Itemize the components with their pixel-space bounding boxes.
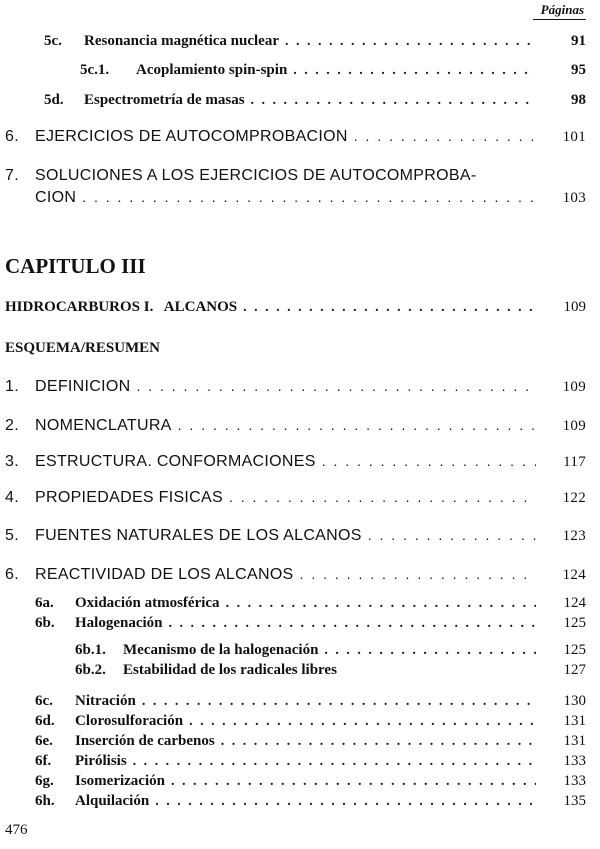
entry-page: 122	[562, 490, 586, 506]
toc-entry-6h[interactable]	[35, 793, 586, 810]
leader-dots	[324, 643, 536, 659]
entry-number: 2.	[5, 417, 19, 434]
entry-page: 98	[571, 92, 586, 108]
entry-page: 133	[563, 773, 586, 789]
toc-main-1[interactable]	[5, 378, 586, 396]
page-number: 476	[5, 822, 28, 838]
entry-page: 127	[563, 662, 586, 678]
leader-dots	[322, 453, 536, 469]
leader-dots	[169, 616, 536, 632]
toc-main-4[interactable]	[5, 489, 586, 507]
leader-dots	[285, 34, 536, 50]
chapter-heading: CAPITULO III	[5, 254, 146, 278]
section-number: 7.	[5, 167, 19, 184]
toc-entry-6b1[interactable]	[75, 642, 586, 659]
entry-page: 125	[563, 615, 586, 631]
entry-title: Pirólisis	[75, 753, 127, 769]
leader-dots	[82, 189, 536, 205]
toc-section-7-line2[interactable]	[35, 189, 586, 207]
leader-dots	[189, 714, 536, 730]
entry-page: 123	[562, 528, 586, 544]
entry-number: 6e.	[35, 733, 53, 749]
leader-dots	[136, 378, 536, 394]
toc-entry-6g[interactable]	[35, 773, 586, 790]
entry-number: 6f.	[35, 753, 52, 769]
leader-dots	[178, 417, 536, 433]
section-page: 101	[562, 129, 586, 145]
entry-number: 3.	[5, 453, 19, 470]
entry-title: PROPIEDADES FISICAS	[35, 489, 223, 506]
entry-number: 6.	[5, 566, 19, 583]
leader-dots	[293, 63, 536, 79]
toc-entry-5c[interactable]	[44, 33, 586, 50]
entry-number: 6g.	[35, 773, 54, 789]
entry-number: 6a.	[35, 595, 54, 611]
leader-dots	[221, 734, 536, 750]
entry-page: 131	[563, 733, 586, 749]
toc-main-6[interactable]	[5, 566, 586, 584]
section-title-line2: CION	[35, 189, 77, 206]
entry-title: Isomerización	[75, 773, 165, 789]
entry-page: 124	[562, 567, 586, 583]
entry-title: Oxidación atmosférica	[75, 595, 220, 611]
entry-number: 5.	[5, 527, 19, 544]
entry-number: 6b.	[35, 615, 55, 631]
toc-entry-6b[interactable]	[35, 615, 586, 632]
entry-page: 109	[562, 418, 586, 434]
entry-number: 6b.2.	[75, 662, 106, 678]
entry-page: 131	[563, 713, 586, 729]
entry-title: DEFINICION	[35, 378, 131, 395]
entry-number: 6h.	[35, 793, 55, 809]
chapter-title: HIDROCARBUROS I. ALCANOS	[5, 299, 238, 315]
entry-page: 95	[571, 62, 586, 78]
leader-dots	[171, 774, 536, 790]
entry-title: Resonancia magnética nuclear	[84, 33, 279, 49]
toc-entry-6f[interactable]	[35, 753, 586, 770]
toc-main-5[interactable]	[5, 527, 586, 545]
entry-title: FUENTES NATURALES DE LOS ALCANOS	[35, 527, 362, 544]
toc-entry-6a[interactable]	[35, 595, 586, 612]
leader-dots	[251, 93, 536, 109]
section-page: 103	[562, 190, 586, 206]
entry-title: NOMENCLATURA	[35, 417, 172, 434]
toc-section-7-line1[interactable]	[5, 167, 476, 185]
leader-dots	[229, 489, 536, 505]
entry-title: REACTIVIDAD DE LOS ALCANOS	[35, 566, 294, 583]
entry-title: Mecanismo de la halogenación	[123, 642, 319, 658]
toc-entry-6b2[interactable]	[75, 662, 586, 679]
entry-title: Nitración	[75, 693, 136, 709]
entry-page: 117	[563, 454, 586, 470]
leader-dots	[142, 694, 536, 710]
leader-dots	[226, 596, 536, 612]
pages-column-label: Páginas	[533, 2, 586, 20]
entry-page: 125	[563, 642, 586, 658]
entry-number: 5d.	[44, 92, 64, 108]
entry-page: 91	[571, 33, 586, 49]
entry-number: 6c.	[35, 693, 53, 709]
leader-dots	[133, 754, 536, 770]
toc-entry-5d[interactable]	[44, 92, 586, 109]
entry-page: 135	[563, 793, 586, 809]
entry-page: 130	[563, 693, 586, 709]
chapter-title-entry[interactable]	[5, 299, 586, 316]
entry-number: 6d.	[35, 713, 55, 729]
entry-page: 124	[563, 595, 586, 611]
entry-number: 4.	[5, 489, 19, 506]
toc-main-3[interactable]	[5, 453, 586, 471]
toc-entry-6d[interactable]	[35, 713, 586, 730]
entry-title: Clorosulforación	[75, 713, 184, 729]
entry-title: ESTRUCTURA. CONFORMACIONES	[35, 453, 316, 470]
entry-title: Espectrometría de masas	[84, 92, 245, 108]
toc-entry-6e[interactable]	[35, 733, 586, 750]
entry-page: 133	[563, 753, 586, 769]
entry-title: Estabilidad de los radicales libres	[123, 662, 337, 678]
leader-dots	[354, 128, 536, 144]
entry-page: 109	[562, 379, 586, 395]
entry-number: 6b.1.	[75, 642, 106, 658]
toc-entry-5c1[interactable]	[80, 62, 586, 79]
leader-dots	[300, 566, 536, 582]
toc-section-6[interactable]	[5, 128, 586, 146]
leader-dots	[155, 794, 536, 810]
entry-number: 1.	[5, 378, 19, 395]
toc-main-2[interactable]	[5, 417, 586, 435]
chapter-page: 109	[563, 299, 586, 315]
leader-dots	[243, 300, 536, 316]
entry-number: 5c.	[44, 33, 62, 49]
summary-heading: ESQUEMA/RESUMEN	[5, 340, 161, 356]
section-number: 6.	[5, 128, 19, 145]
leader-dots	[368, 527, 536, 543]
entry-title: Inserción de carbenos	[75, 733, 215, 749]
toc-entry-6c[interactable]	[35, 693, 586, 710]
section-title: EJERCICIOS DE AUTOCOMPROBACION	[35, 128, 348, 145]
entry-title: Alquilación	[75, 793, 150, 809]
section-title-line1: SOLUCIONES A LOS EJERCICIOS DE AUTOCOMPROBA-	[35, 167, 477, 184]
entry-number: 5c.1.	[80, 62, 110, 78]
entry-title: Acoplamiento spin-spin	[136, 62, 288, 78]
entry-title: Halogenación	[75, 615, 163, 631]
